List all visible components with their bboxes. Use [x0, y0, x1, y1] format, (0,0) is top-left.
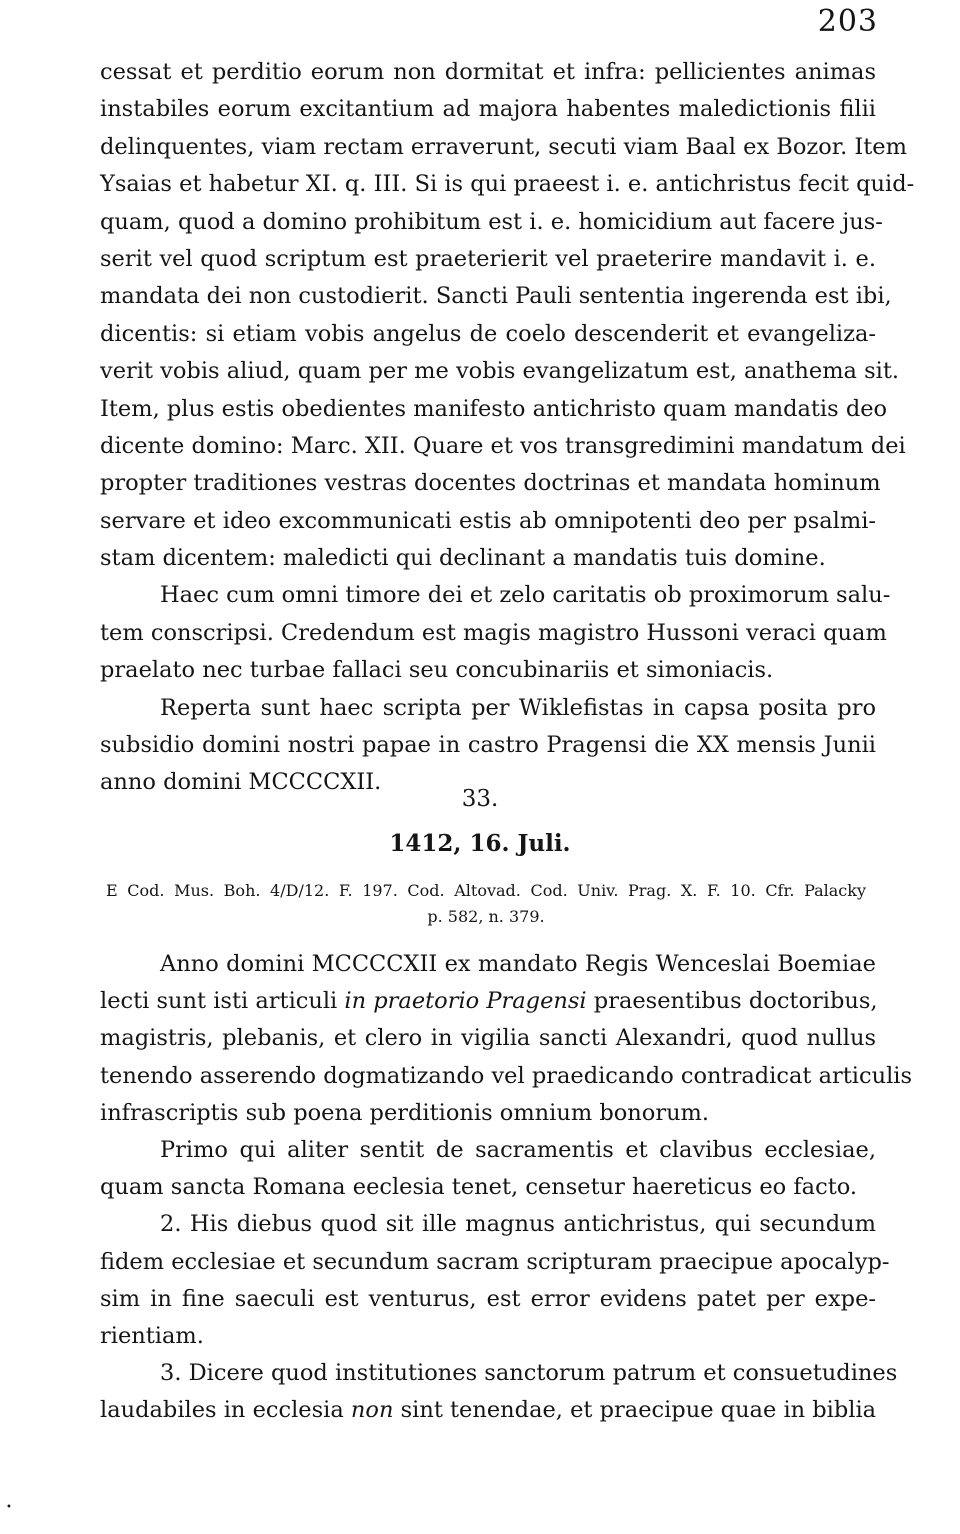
text-line: propter traditiones vestras docentes doctrinas et mandata hominum: [100, 470, 881, 497]
text-line: Primo qui aliter sentit de sacramentis et clavibus ecclesiae,: [160, 1136, 876, 1163]
text-line: tem conscripsi. Credendum est magis magistro Hussoni veraci quam: [100, 619, 887, 646]
document-33-text: [100, 946, 913, 1429]
text-line: 2. His diebus quod sit ille magnus antichristus, qui secundum: [160, 1211, 876, 1238]
text-line: Item, plus estis obedientes manifesto antichristo quam mandatis deo: [100, 395, 888, 422]
text-line: tenendo asserendo dogmatizando vel praedicando contradicat articulis: [100, 1062, 913, 1089]
source-citation: [106, 878, 866, 930]
text-line: infrascriptis sub poena perditionis omnium bonorum.: [100, 1099, 710, 1126]
text-line: [100, 983, 876, 1020]
text-line: delinquentes, viam rectam erraverunt, secuti viam Baal ex Bozor. Item: [100, 133, 907, 160]
text-line: magistris, plebanis, et clero in vigilia sancti Alexandri, quod nullus: [100, 1025, 876, 1052]
paragraph-anno-domini: [100, 946, 913, 1132]
paragraph-article-3: [100, 1355, 898, 1429]
text-line: Anno domini MCCCCXII ex mandato Regis Wenceslai Boemiae: [160, 951, 876, 977]
paragraph-quotation: [100, 54, 915, 577]
text-span: praesentibus doctoribus,: [586, 988, 878, 1015]
page-number: 203: [817, 4, 878, 39]
text-line: serit vel quod scriptum est praeterierit vel praeterire mandavit i. e.: [100, 245, 876, 272]
text-line: Reperta sunt haec scripta per Wiklefistas in capsa posita pro: [160, 694, 876, 721]
paragraph-reperta: [100, 690, 876, 802]
text-line: dicente domino: Marc. XII. Quare et vos transgredimini mandatum dei: [100, 432, 906, 459]
text-line: anno domini MCCCCXII.: [100, 769, 382, 796]
text-line: praelato nec turbae fallaci seu concubinariis et simoniacis.: [100, 657, 774, 684]
document-date: 1412, 16. Juli.: [389, 830, 571, 857]
preceding-document-text: [100, 54, 915, 802]
text-line: quam, quod a domino prohibitum est i. e. homicidium aut facere jus-: [100, 208, 883, 235]
italic-word: non: [350, 1397, 394, 1424]
text-line: rientiam.: [100, 1322, 204, 1349]
text-line: sim in fine saeculi est venturus, est error evidens patet per expe-: [100, 1285, 876, 1312]
text-line: Ysaias et habetur XI. q. III. Si is qui praeest i. e. antichristus fecit quid-: [100, 171, 915, 198]
paragraph-article-2: [100, 1206, 890, 1355]
text-line: servare et ideo excommunicati estis ab omnipotenti deo per psalmi-: [100, 507, 876, 534]
text-line: cessat et perditio eorum non dormitat et infra: pellicientes animas: [100, 59, 876, 85]
text-span: lecti sunt isti articuli: [100, 988, 345, 1015]
paragraph-primo: [100, 1132, 876, 1206]
text-line: Haec cum omni timore dei et zelo caritatis ob proximorum salu-: [160, 582, 891, 609]
text-line: fidem ecclesiae et secundum sacram scripturam praecipue apocalyp-: [100, 1248, 890, 1275]
source-line: E Cod. Mus. Boh. 4/D/12. F. 197. Cod. Altovad. Cod. Univ. Prag. X. F. 10. Cfr. Palacky: [106, 881, 866, 900]
source-line: p. 582, n. 379.: [427, 907, 545, 926]
text-line: instabiles eorum excitantium ad majora habentes maledictionis filii: [100, 96, 876, 123]
text-span: laudabiles in ecclesia: [100, 1397, 351, 1424]
paragraph-conscripsi: [100, 577, 891, 689]
text-line: 3. Dicere quod institutiones sanctorum patrum et consuetudines: [160, 1360, 898, 1387]
text-line: stam dicentem: maledicti qui declinant a mandatis tuis domine.: [100, 545, 826, 572]
text-line: dicentis: si etiam vobis angelus de coelo descenderit et evangeliza-: [100, 320, 876, 347]
text-line: [100, 1392, 876, 1429]
text-line: mandata dei non custodierit. Sancti Pauli sententia ingerenda est ibi,: [100, 283, 892, 310]
text-span: sint tenendae, et praecipue quae in biblia: [393, 1397, 877, 1424]
document-number: 33.: [461, 786, 499, 812]
text-line: quam sancta Romana eeclesia tenet, censetur haereticus eo facto.: [100, 1174, 858, 1201]
text-line: subsidio domini nostri papae in castro Pragensi die XX mensis Junii: [100, 732, 876, 759]
stray-ink-mark: •: [6, 1502, 12, 1513]
text-line: verit vobis aliud, quam per me vobis evangelizatum est, anathema sit.: [100, 358, 900, 385]
italic-place-name: in praetorio Pragensi: [344, 988, 587, 1015]
